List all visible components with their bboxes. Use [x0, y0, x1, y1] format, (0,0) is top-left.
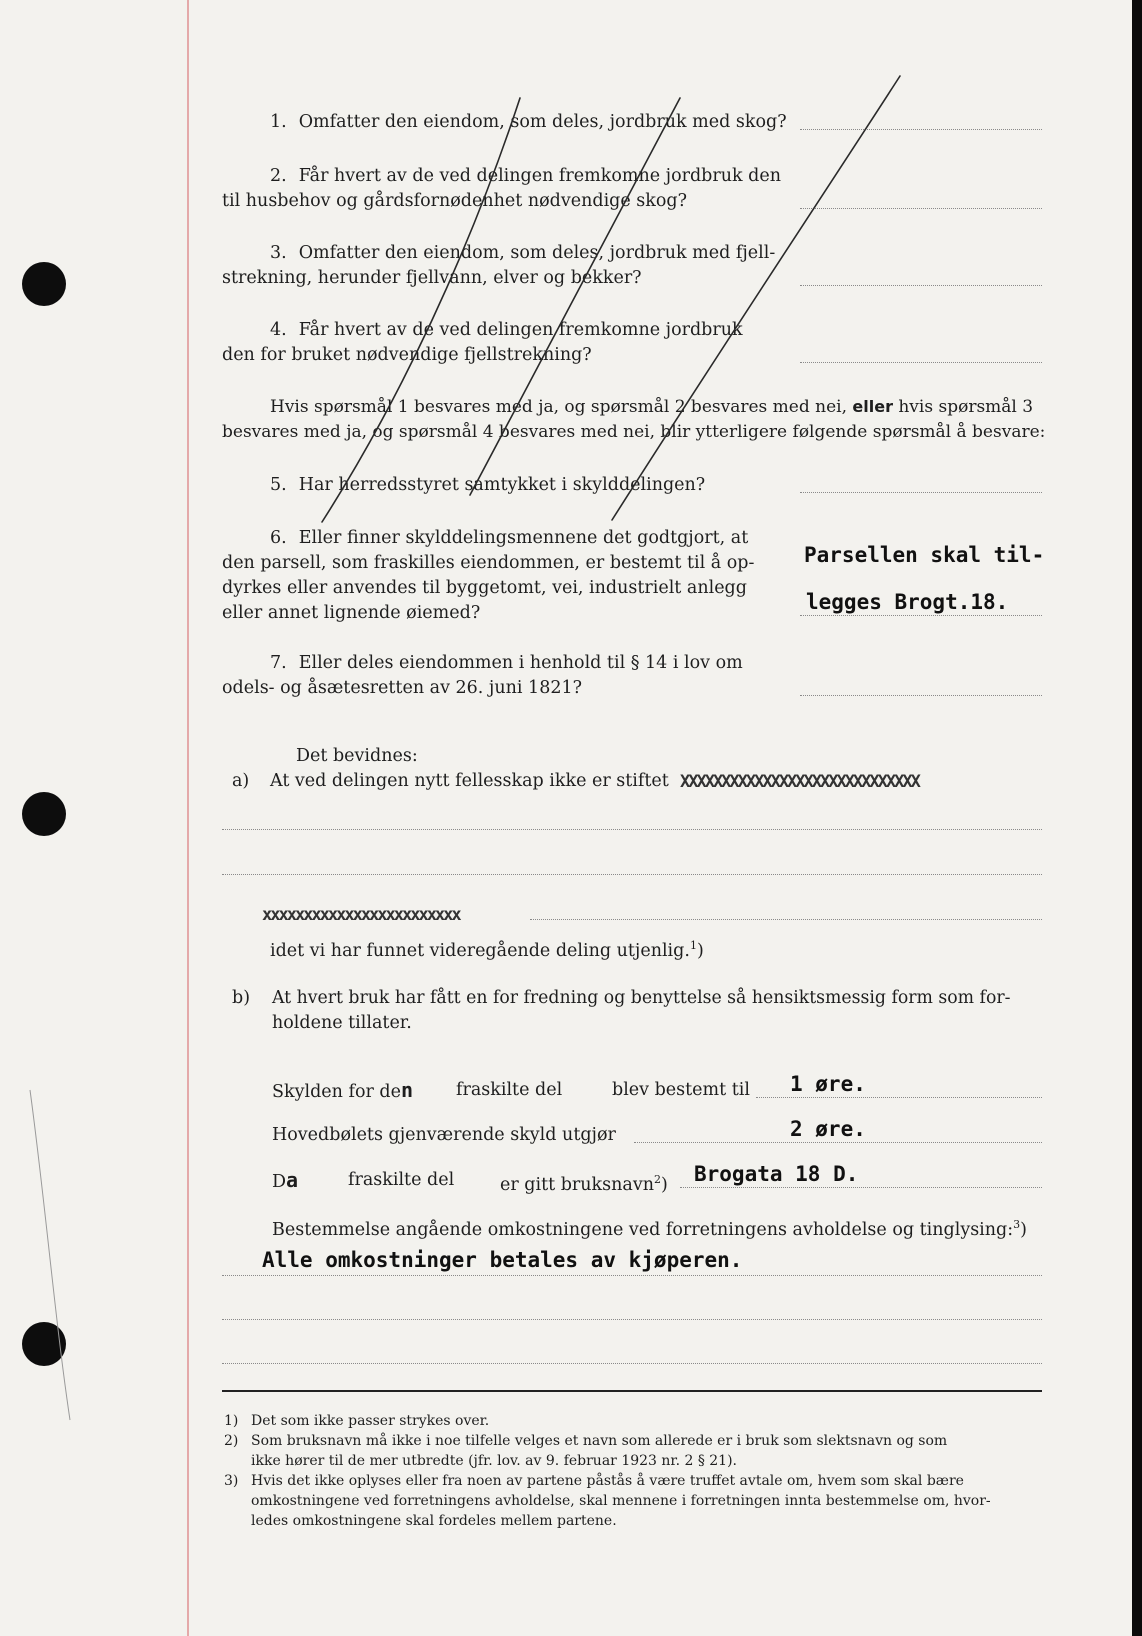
attest-b-line-2: holdene tillater.	[272, 1013, 412, 1033]
footnote-3-mark: 3)	[224, 1473, 239, 1489]
footnote-2-line-1: Som bruksnavn må ikke i noe tilfelle velges et navn som allerede er i bruk som slektsnavn og som	[251, 1433, 948, 1449]
attest-heading: Det bevidnes:	[296, 746, 418, 766]
footnote-3-line-2: omkostningene ved forretningens avholdelse, skal mennene i forretningen innta bestemmelse om, hvor-	[251, 1493, 991, 1509]
question-2-line-1: 2. Får hvert av de ved delingen fremkomne jordbruk den	[270, 166, 782, 186]
footnote-1-mark: 1)	[224, 1413, 239, 1429]
skyld-value-1: 1 øre.	[790, 1072, 866, 1096]
pen-stroke	[470, 98, 680, 495]
question-7-line-2: odels- og åsætesretten av 26. juni 1821?	[222, 678, 582, 698]
question-7-line-1: 7. Eller deles eiendommen i henhold til § 14 i lov om	[270, 653, 743, 673]
question-4-line-2: den for bruket nødvendige fjellstrekning?	[222, 345, 592, 365]
condition-line-1: Hvis spørsmål 1 besvares med ja, og spørsmål 2 besvares med nei, eller hvis spørsmål 3	[270, 397, 1034, 417]
attest-a-label: a)	[232, 771, 250, 791]
footnote-3-line-3: ledes omkostningene skal fordeles mellem partene.	[251, 1513, 617, 1529]
skyld-line-3: Da	[272, 1168, 299, 1192]
skyld-value-3: Brogata 18 D.	[694, 1162, 859, 1186]
footnote-3-line-1: Hvis det ikke oplyses eller fra noen av partene påstås å være truffet avtale om, hvem som skal bære	[251, 1473, 964, 1489]
skyld-line-2: Hovedbølets gjenværende skyld utgjør	[272, 1125, 616, 1145]
question-6-line-2: den parsell, som fraskilles eiendommen, er bestemt til å op-	[222, 553, 755, 573]
skyld-line-3-b: fraskilte del	[348, 1170, 455, 1190]
skyld-value-2: 2 øre.	[790, 1117, 866, 1141]
skyld-line-3-c: er gitt bruksnavn$^2$)	[500, 1173, 668, 1195]
skyld-line-1-b: fraskilte del	[456, 1080, 563, 1100]
question-5: 5. Har herredsstyret samtykket i skylddelingen?	[270, 475, 706, 495]
attest-a-struck: XXXXXXXXXXXXXXXXXXXXXXXXXXXXX	[680, 772, 919, 792]
attest-after: idet vi har funnet videregående deling utjenlig.$^1$)	[270, 939, 704, 961]
pen-stroke	[30, 1090, 70, 1420]
attest-struck-line: xxxxxxxxxxxxxxxxxxxxxxxx	[262, 905, 460, 925]
question-2-line-2: til husbehov og gårdsfornødenhet nødvendige skog?	[222, 191, 687, 211]
question-1: 1. Omfatter den eiendom, som deles, jordbruk med skog?	[270, 112, 787, 132]
condition-line-2: besvares med ja, og spørsmål 4 besvares med nei, blir ytterligere følgende spørsmål å besvare:	[222, 422, 1046, 442]
answer-6-line-1: Parsellen skal til-	[804, 543, 1045, 567]
cost-label: Bestemmelse angående omkostningene ved forretningens avholdelse og tinglysing:$^3$)	[272, 1218, 1027, 1240]
footnote-2-line-2: ikke hører til de mer utbredte (jfr. lov. av 9. februar 1923 nr. 2 § 21).	[251, 1453, 738, 1469]
question-6-line-4: eller annet lignende øiemed?	[222, 603, 481, 623]
cost-value: Alle omkostninger betales av kjøperen.	[262, 1248, 743, 1272]
footnote-2-mark: 2)	[224, 1433, 239, 1449]
attest-b-line-1: At hvert bruk har fått en for fredning og benyttelse så hensiktsmessig form som for-	[272, 988, 1011, 1008]
answer-6-line-2: legges Brogt.18.	[806, 590, 1009, 614]
attest-b-label: b)	[232, 988, 251, 1008]
pen-stroke	[612, 76, 900, 520]
pen-stroke	[322, 98, 520, 522]
footnote-1: Det som ikke passer strykes over.	[251, 1413, 490, 1429]
question-4-line-1: 4. Får hvert av de ved delingen fremkomne jordbruk	[270, 320, 743, 340]
question-6-line-3: dyrkes eller anvendes til byggetomt, vei, industrielt anlegg	[222, 578, 747, 598]
question-3-line-1: 3. Omfatter den eiendom, som deles, jordbruk med fjell-	[270, 243, 776, 263]
skyld-line-1: Skylden for den	[272, 1078, 414, 1102]
attest-a-text: At ved delingen nytt fellesskap ikke er stiftet	[270, 771, 669, 791]
skyld-line-1-c: blev bestemt til	[612, 1080, 750, 1100]
question-3-line-2: strekning, herunder fjellvann, elver og bekker?	[222, 268, 642, 288]
question-6-line-1: 6. Eller finner skylddelingsmennene det godtgjort, at	[270, 528, 749, 548]
